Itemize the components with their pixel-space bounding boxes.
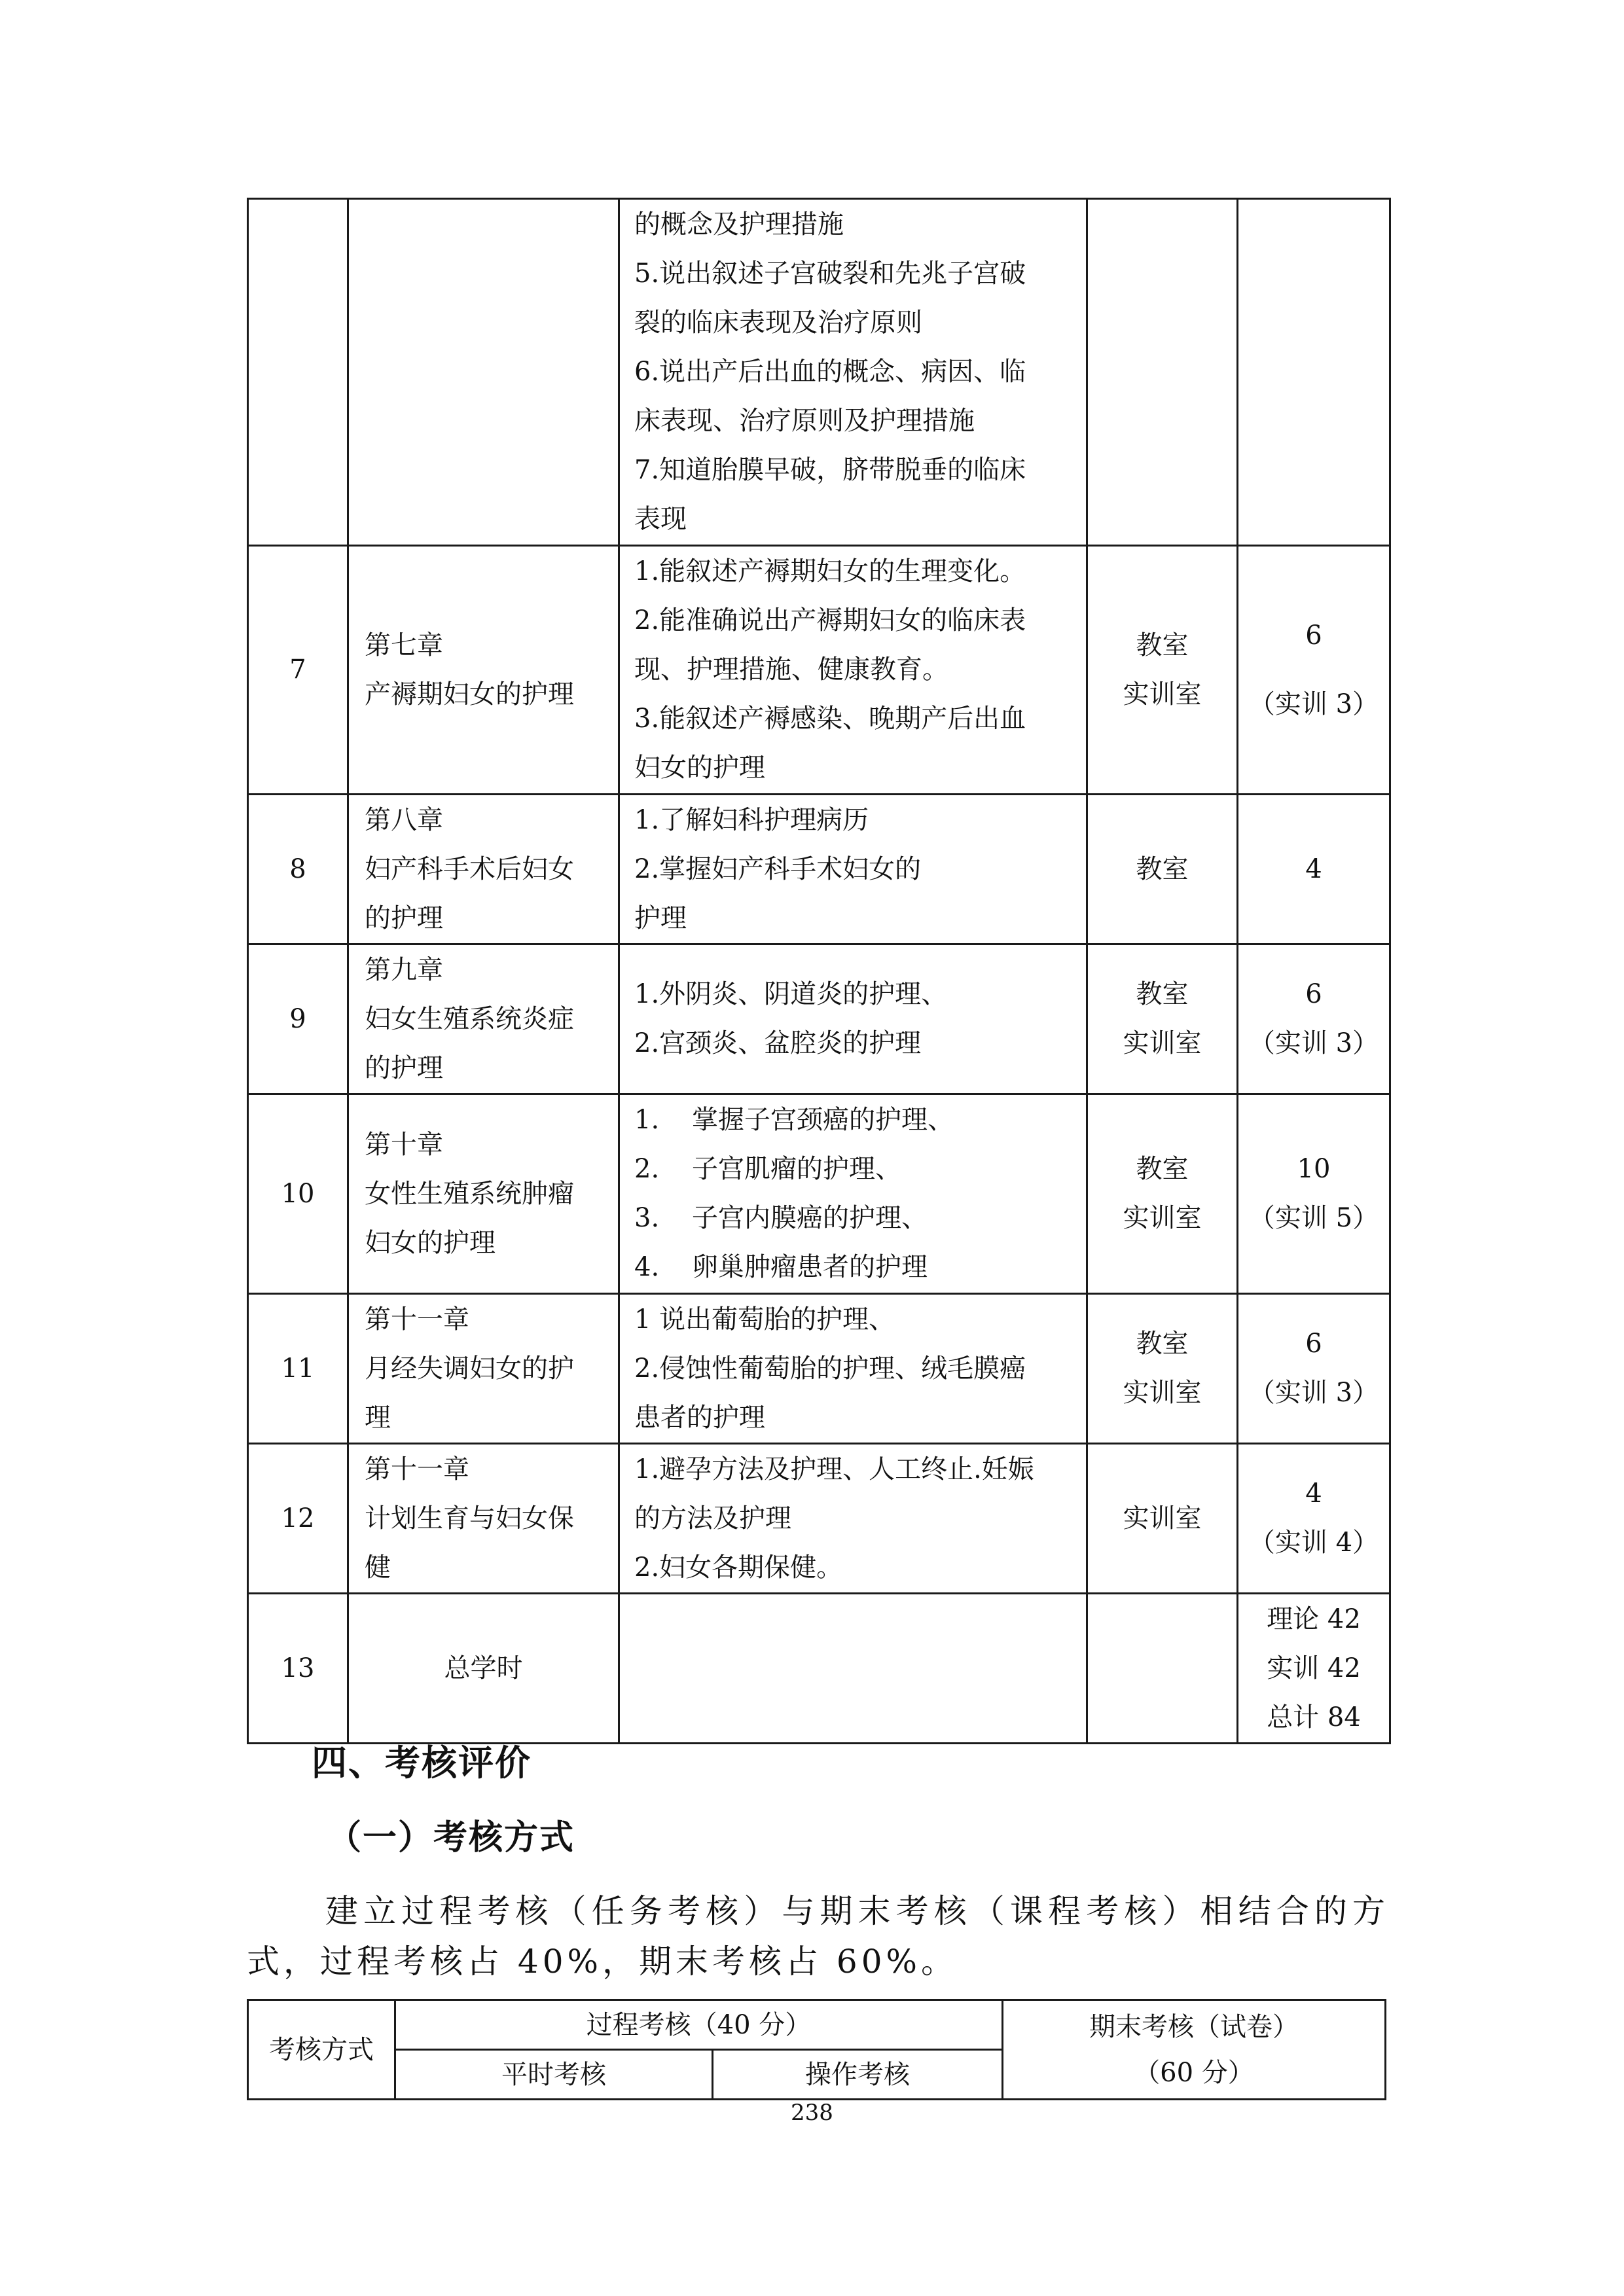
table-row [248, 199, 1390, 546]
place-line: 教室 [1136, 979, 1189, 1009]
table-row [248, 1094, 1390, 1294]
place-cell [1087, 546, 1238, 795]
objective-line: 1.能叙述产褥期妇女的生理变化。 [634, 556, 1026, 586]
objective-line: 2. 子宫肌瘤的护理、 [634, 1154, 901, 1184]
chapter-cell [348, 546, 619, 795]
hours-cell [1238, 1294, 1390, 1444]
chapter-line: 第八章 [365, 804, 443, 835]
table-row [248, 795, 1390, 944]
row-number: 9 [248, 944, 348, 1094]
place-cell [1087, 1444, 1238, 1594]
place-line: 实训室 [1123, 1203, 1202, 1233]
process-assessment-cell: 过程考核（40 分） [395, 2000, 1003, 2050]
objective-line: 6.说出产后出血的概念、病因、临 [634, 357, 1026, 387]
objectives-cell [619, 1594, 1087, 1744]
table-row [248, 1444, 1390, 1594]
hours-line: 4 [1305, 853, 1322, 884]
section-heading: 四、考核评价 [312, 1742, 532, 1784]
objective-line: 的概念及护理措施 [634, 209, 844, 240]
chapter-line: 妇产科手术后妇女 [365, 853, 574, 884]
chapter-cell [348, 199, 619, 546]
hours-line: 理论 42 [1267, 1604, 1361, 1634]
objective-line: 1.外阴炎、阴道炎的护理、 [634, 979, 948, 1009]
objective-line: 护理 [634, 903, 687, 933]
objectives-cell [619, 1094, 1087, 1294]
objective-line: 2.侵蚀性葡萄胎的护理、绒毛膜癌 [634, 1353, 1026, 1384]
objectives-cell [619, 199, 1087, 546]
place-line: 实训室 [1123, 679, 1202, 709]
objective-line: 现、护理措施、健康教育。 [634, 655, 948, 685]
hours-cell [1238, 1444, 1390, 1594]
subsection-heading: （一）考核方式 [327, 1818, 575, 1857]
hours-cell [1238, 795, 1390, 944]
page-number: 238 [791, 2100, 833, 2126]
table-row [248, 944, 1390, 1094]
hours-cell [1238, 1594, 1390, 1744]
objective-line: 妇女的护理 [634, 753, 765, 783]
hours-line: （实训 4） [1248, 1528, 1379, 1558]
chapter-line: 总学时 [444, 1653, 523, 1683]
chapter-line: 产褥期妇女的护理 [365, 679, 574, 709]
place-cell [1087, 1294, 1238, 1444]
chapter-line: 第七章 [365, 630, 443, 660]
objective-line: 2.妇女各期保健。 [634, 1552, 843, 1583]
chapter-cell [348, 1594, 619, 1744]
table-row [248, 1594, 1390, 1744]
chapter-line: 月经失调妇女的护 [365, 1353, 574, 1384]
hours-line: 实训 42 [1267, 1653, 1361, 1683]
chapter-line: 计划生育与妇女保 [365, 1503, 574, 1534]
final-label-line: 期末考核（试卷） [1089, 2011, 1299, 2042]
row-number: 10 [248, 1094, 348, 1294]
row-number: 11 [248, 1294, 348, 1444]
row-number: 12 [248, 1444, 348, 1594]
chapter-line: 妇女生殖系统炎症 [365, 1003, 574, 1034]
objective-line: 1.避孕方法及护理、人工终止.妊娠 [634, 1454, 1034, 1484]
table-row [248, 546, 1390, 795]
hours-line: 6 [1305, 620, 1322, 651]
place-cell [1087, 1594, 1238, 1744]
objective-line: 2.能准确说出产褥期妇女的临床表 [634, 605, 1026, 636]
chapter-line: 的护理 [365, 903, 443, 933]
place-line: 实训室 [1123, 1028, 1202, 1058]
place-line: 教室 [1136, 1154, 1189, 1184]
hours-cell [1238, 199, 1390, 546]
body-paragraph: 建立过程考核（任务考核）与期末考核（课程考核）相结合的方式，过程考核占 40%，期末考核占 60%。 [247, 1892, 1389, 1981]
row-number: 8 [248, 795, 348, 944]
place-line: 实训室 [1123, 1378, 1202, 1408]
row-number: 7 [248, 546, 348, 795]
chapter-cell [348, 1294, 619, 1444]
method-label-cell: 考核方式 [248, 2000, 395, 2100]
objective-line: 1.了解妇科护理病历 [634, 804, 869, 835]
objectives-cell [619, 944, 1087, 1094]
objectives-cell [619, 795, 1087, 944]
chapter-cell [348, 944, 619, 1094]
operation-assessment-cell: 操作考核 [713, 2050, 1003, 2100]
place-cell [1087, 795, 1238, 944]
objective-line: 5.说出叙述子宫破裂和先兆子宫破 [634, 259, 1026, 289]
chapter-line: 第十一章 [365, 1454, 469, 1484]
place-line: 教室 [1136, 630, 1189, 660]
hours-line: （实训 3） [1248, 689, 1379, 719]
place-line: 实训室 [1123, 1503, 1202, 1534]
place-line: 教室 [1136, 853, 1189, 884]
final-label-line: （60 分） [1134, 2057, 1254, 2088]
table-row [248, 2000, 1386, 2050]
chapter-line: 女性生殖系统肿瘤 [365, 1178, 574, 1209]
table-row [248, 1294, 1390, 1444]
chapter-line: 第十章 [365, 1129, 443, 1160]
row-number: 13 [248, 1594, 348, 1744]
chapter-line: 妇女的护理 [365, 1227, 496, 1258]
objective-line: 4. 卵巢肿瘤患者的护理 [634, 1252, 928, 1282]
final-assessment-cell [1003, 2000, 1386, 2100]
chapter-cell [348, 1444, 619, 1594]
hours-line: 6 [1305, 979, 1322, 1009]
chapter-line: 第十一章 [365, 1304, 469, 1335]
chapter-line: 第九章 [365, 954, 443, 985]
curriculum-table [247, 198, 1391, 1744]
chapter-line: 健 [365, 1552, 391, 1583]
place-cell [1087, 199, 1238, 546]
place-cell [1087, 944, 1238, 1094]
objectives-cell [619, 546, 1087, 795]
objective-line: 1 说出葡萄胎的护理、 [634, 1304, 895, 1335]
hours-cell [1238, 944, 1390, 1094]
place-line: 教室 [1136, 1329, 1189, 1359]
objective-line: 裂的临床表现及治疗原则 [634, 308, 922, 338]
objective-line: 2.掌握妇产科手术妇女的 [634, 853, 922, 884]
hours-line: 总计 84 [1267, 1702, 1361, 1732]
hours-line: （实训 3） [1248, 1028, 1379, 1058]
hours-cell [1238, 1094, 1390, 1294]
hours-line: 6 [1305, 1329, 1322, 1359]
objective-line: 患者的护理 [634, 1402, 765, 1433]
hours-cell [1238, 546, 1390, 795]
objective-line: 1. 掌握子宫颈癌的护理、 [634, 1105, 954, 1135]
daily-assessment-cell: 平时考核 [395, 2050, 713, 2100]
objective-line: 2.宫颈炎、盆腔炎的护理 [634, 1028, 922, 1058]
chapter-cell [348, 1094, 619, 1294]
objectives-cell [619, 1444, 1087, 1594]
objective-line: 3. 子宫内膜癌的护理、 [634, 1203, 928, 1233]
objectives-cell [619, 1294, 1087, 1444]
hours-line: 4 [1305, 1479, 1322, 1509]
row-number [248, 199, 348, 546]
chapter-line: 的护理 [365, 1052, 443, 1083]
objective-line: 表现 [634, 504, 687, 534]
objective-line: 7.知道胎膜早破，脐带脱垂的临床 [634, 455, 1026, 485]
place-cell [1087, 1094, 1238, 1294]
hours-line: （实训 3） [1248, 1378, 1379, 1408]
hours-line: （实训 5） [1248, 1203, 1379, 1233]
hours-line: 10 [1297, 1154, 1331, 1184]
chapter-cell [348, 795, 619, 944]
objective-line: 床表现、治疗原则及护理措施 [634, 406, 975, 436]
objective-line: 的方法及护理 [634, 1503, 791, 1534]
objective-line: 3.能叙述产褥感染、晚期产后出血 [634, 704, 1026, 734]
assessment-table [247, 1999, 1386, 2100]
chapter-line: 理 [365, 1402, 391, 1433]
